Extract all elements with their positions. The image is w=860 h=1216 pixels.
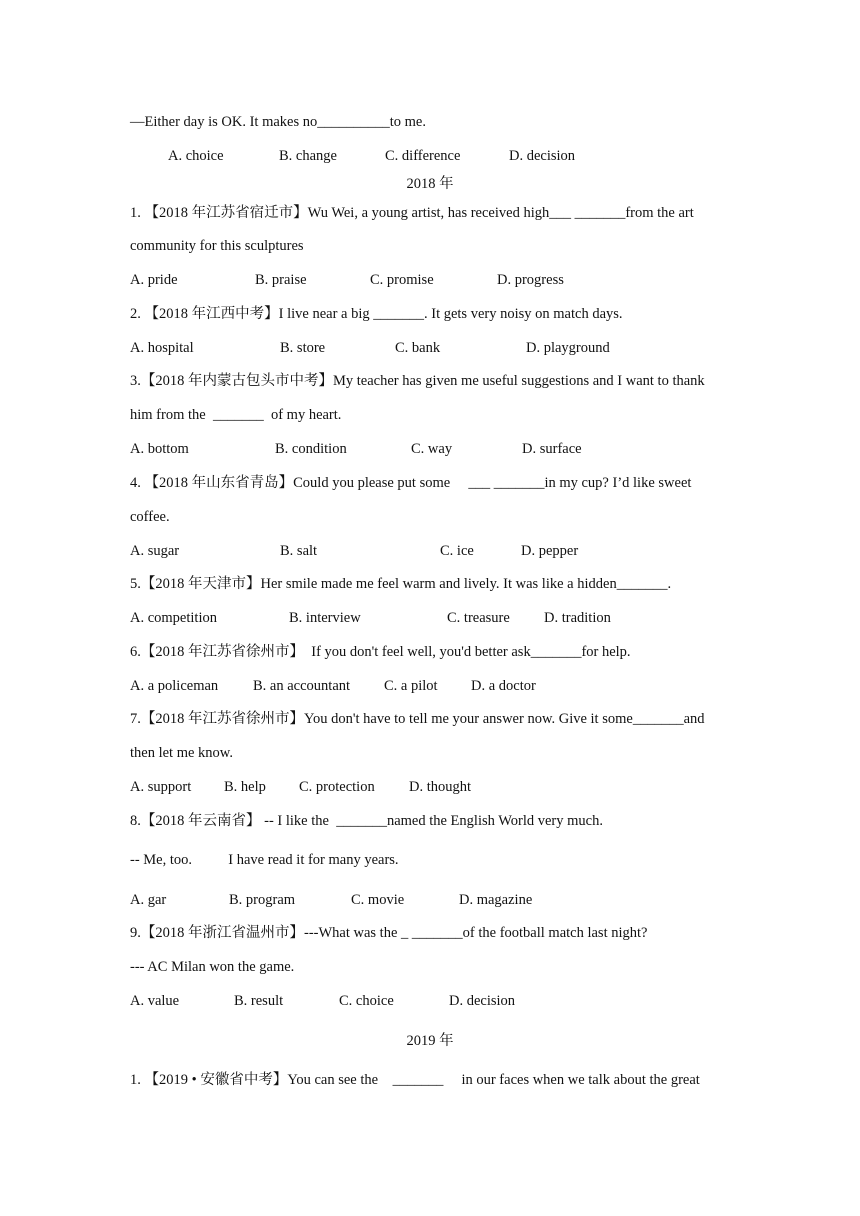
answer-option-d: D. tradition	[544, 610, 611, 626]
answer-option-d: D. decision	[449, 993, 516, 1009]
section-heading-2019: 2019 年	[406, 1033, 454, 1049]
answer-option-b: B. interview	[289, 610, 361, 626]
answer-option-a: A. value	[130, 993, 180, 1009]
answer-option-d: D. decision	[509, 148, 576, 164]
section-heading-2018: 2018 年	[406, 176, 454, 192]
question-9-text-cont: --- AC Milan won the game.	[130, 959, 295, 975]
answer-option-b: B. help	[224, 779, 266, 795]
answer-option-c: C. bank	[395, 340, 441, 356]
answer-option-b: B. change	[279, 148, 337, 164]
answer-option-a: A. bottom	[130, 441, 189, 457]
question-8-text-cont: -- Me, too. I have read it for many years.	[130, 852, 399, 868]
answer-option-d: D. thought	[409, 779, 472, 795]
answer-option-c: C. choice	[339, 993, 394, 1009]
answer-option-b: B. store	[280, 340, 326, 356]
answer-option-a: A. gar	[130, 892, 167, 908]
question-2019-1-text: 1. 【2019 • 安徽省中考】You can see the _______ in our faces when we talk about the great	[130, 1072, 700, 1088]
answer-option-c: C. protection	[299, 779, 375, 795]
answer-option-a: A. sugar	[130, 543, 180, 559]
question-4-text: 4. 【2018 年山东省青岛】Could you please put some ___ _______in my cup? I’d like sweet	[130, 475, 692, 491]
question-7-text: 7.【2018 年江苏省徐州市】You don't have to tell me your answer now. Give it some_______and	[130, 711, 705, 727]
answer-option-b: B. program	[229, 892, 296, 908]
answer-option-a: A. choice	[168, 148, 224, 164]
answer-option-c: C. promise	[370, 272, 434, 288]
question-1-text-cont: community for this sculptures	[130, 238, 304, 254]
question-text-line: —Either day is OK. It makes no__________to me.	[130, 114, 426, 130]
question-7-text-cont: then let me know.	[130, 745, 233, 761]
answer-option-a: A. competition	[130, 610, 217, 626]
question-6-text: 6.【2018 年江苏省徐州市】 If you don't feel well, you'd better ask_______for help.	[130, 644, 631, 660]
answer-option-a: A. pride	[130, 272, 178, 288]
question-3-text: 3.【2018 年内蒙古包头市中考】My teacher has given me useful suggestions and I want to thank	[130, 373, 705, 389]
answer-option-d: D. progress	[497, 272, 564, 288]
question-9-text: 9.【2018 年浙江省温州市】---What was the _ _______of the football match last night?	[130, 925, 648, 941]
answer-option-b: B. praise	[255, 272, 307, 288]
answer-option-d: D. pepper	[521, 543, 579, 559]
answer-option-a: A. support	[130, 779, 192, 795]
question-3-text-cont: him from the _______ of my heart.	[130, 407, 342, 423]
question-4-text-cont: coffee.	[130, 509, 170, 525]
question-8-text: 8.【2018 年云南省】 -- I like the _______named the English World very much.	[130, 813, 603, 829]
answer-option-c: C. treasure	[447, 610, 510, 626]
answer-option-b: B. condition	[275, 441, 347, 457]
question-1-text: 1. 【2018 年江苏省宿迁市】Wu Wei, a young artist, has received high___ _______from the art	[130, 205, 694, 221]
answer-option-c: C. ice	[440, 543, 474, 559]
answer-option-c: C. way	[411, 441, 453, 457]
answer-option-c: C. difference	[385, 148, 461, 164]
answer-option-d: D. playground	[526, 340, 610, 356]
question-2-text: 2. 【2018 年江西中考】I live near a big _______. It gets very noisy on match days.	[130, 306, 623, 322]
answer-option-a: A. a policeman	[130, 678, 219, 694]
answer-option-c: C. movie	[351, 892, 405, 908]
answer-option-d: D. surface	[522, 441, 582, 457]
answer-option-d: D. magazine	[459, 892, 533, 908]
answer-option-b: B. result	[234, 993, 284, 1009]
answer-option-d: D. a doctor	[471, 678, 536, 694]
answer-option-c: C. a pilot	[384, 678, 438, 694]
question-5-text: 5.【2018 年天津市】Her smile made me feel warm and lively. It was like a hidden_______.	[130, 576, 672, 592]
answer-option-b: B. salt	[280, 543, 318, 559]
answer-option-a: A. hospital	[130, 340, 194, 356]
answer-option-b: B. an accountant	[253, 678, 351, 694]
